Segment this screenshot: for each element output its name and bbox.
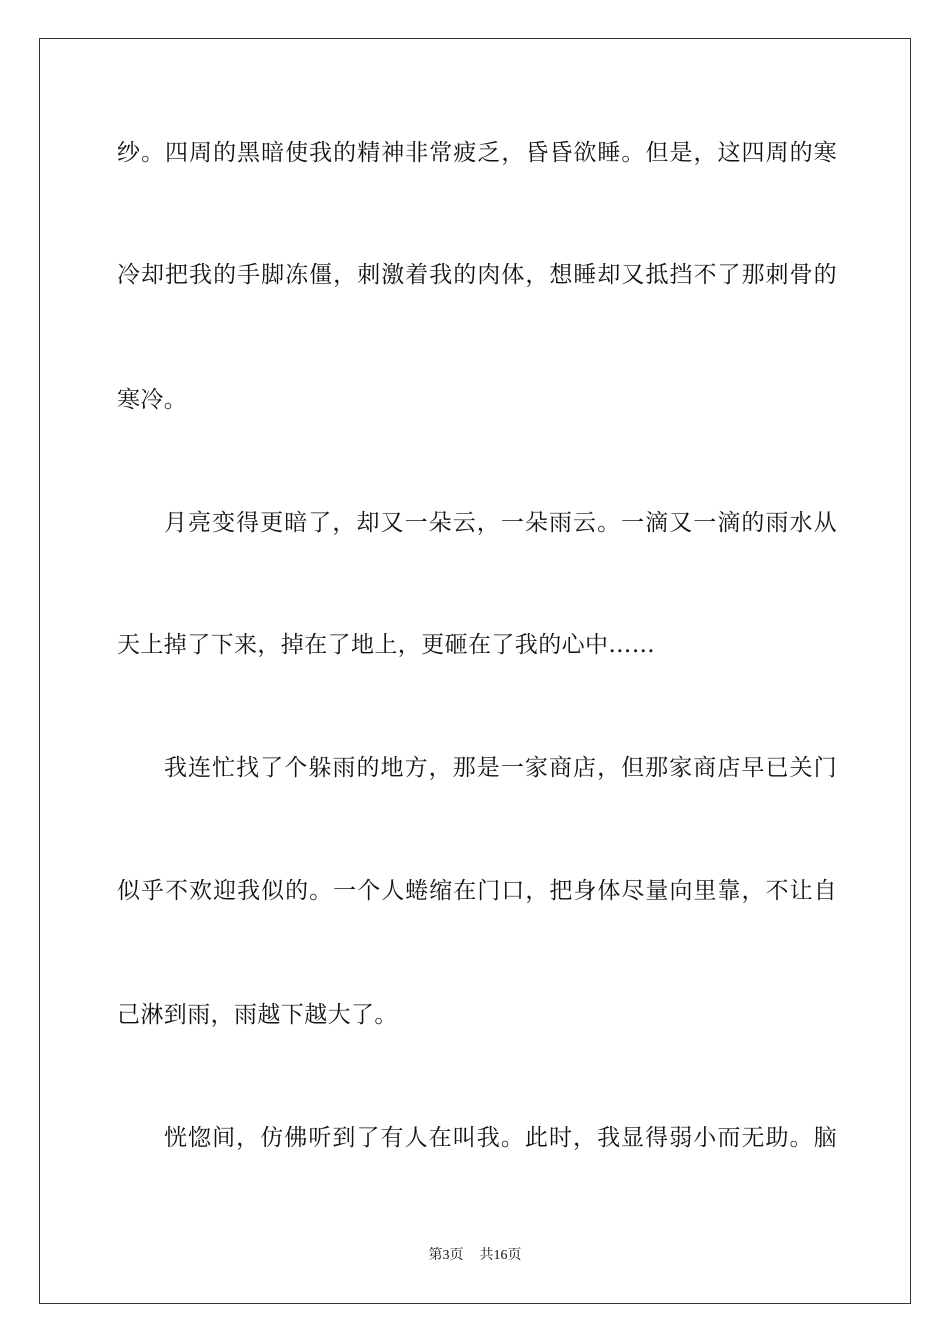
paragraph-first-line: 恍惚间，仿佛听到了有人在叫我。此时，我显得弱小而无助。脑 xyxy=(164,1125,837,1151)
page-total: 共16页 xyxy=(479,1248,522,1263)
paragraph-first-line: 我连忙找了个躲雨的地方，那是一家商店，但那家商店早已关门 xyxy=(164,755,837,781)
text-line: 己淋到雨，雨越下越大了。 xyxy=(117,1002,398,1028)
text-line: 天上掉了下来，掉在了地上，更砸在了我的心中…… xyxy=(117,632,656,658)
page-number: 第3页 xyxy=(428,1248,464,1263)
text-line: 纱。四周的黑暗使我的精神非常疲乏，昏昏欲睡。但是，这四周的寒 xyxy=(117,140,837,166)
paragraph-first-line: 月亮变得更暗了，却又一朵云，一朵雨云。一滴又一滴的雨水从 xyxy=(164,510,837,536)
page-footer xyxy=(0,1247,950,1265)
text-line: 冷却把我的手脚冻僵，刺激着我的肉体，想睡却又抵挡不了那刺骨的 xyxy=(117,262,837,288)
text-line: 似乎不欢迎我似的。一个人蜷缩在门口，把身体尽量向里靠，不让自 xyxy=(117,878,837,904)
page-frame xyxy=(39,38,911,1304)
text-line: 寒冷。 xyxy=(117,387,188,413)
